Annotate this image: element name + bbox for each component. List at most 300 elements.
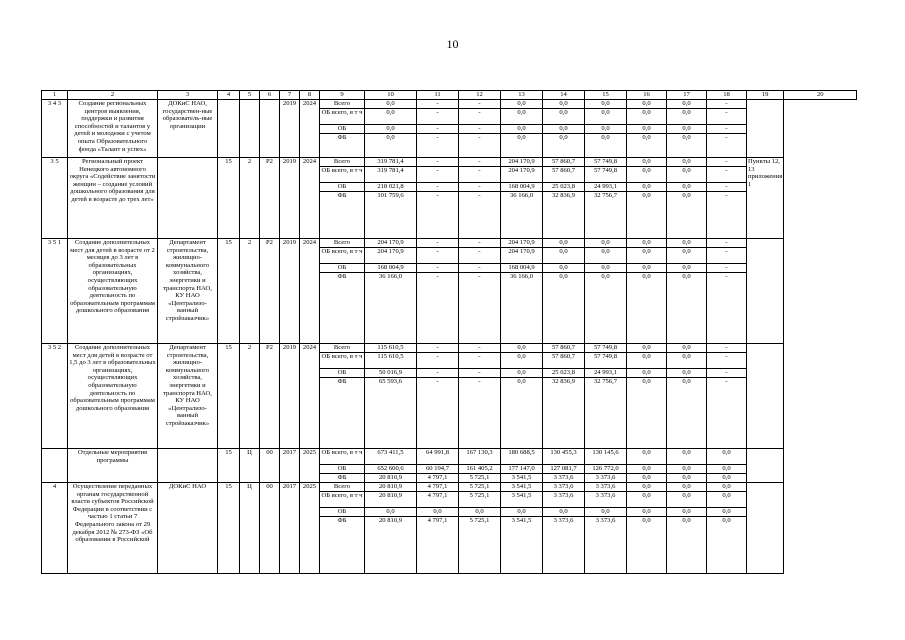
amount-cell: 25 023,8 bbox=[543, 369, 585, 378]
column-number: 19 bbox=[747, 91, 784, 100]
row-number: 3 4 3 bbox=[42, 100, 68, 158]
amount-cell: 32 836,9 bbox=[543, 192, 585, 239]
row-number: 3 5 1 bbox=[42, 239, 68, 344]
amount-cell: - bbox=[417, 248, 459, 264]
year-start: 2019 bbox=[280, 344, 300, 449]
amount-cell: 36 166,0 bbox=[501, 192, 543, 239]
amount-cell: 4 797,1 bbox=[417, 492, 459, 508]
amount-cell: 57 749,8 bbox=[585, 158, 627, 167]
amount-cell: 5 725,1 bbox=[459, 492, 501, 508]
amount-cell: 0,0 bbox=[667, 483, 707, 492]
amount-cell: 0,0 bbox=[627, 109, 667, 125]
column-number: 13 bbox=[501, 91, 543, 100]
amount-cell: 36 166,0 bbox=[501, 273, 543, 344]
amount-cell: 180 688,5 bbox=[501, 449, 543, 465]
amount-cell: 130 455,3 bbox=[543, 449, 585, 465]
amount-cell: 319 781,4 bbox=[365, 167, 417, 183]
funding-source: Всего bbox=[320, 483, 365, 492]
amount-cell: 204 170,9 bbox=[365, 239, 417, 248]
amount-cell: 0,0 bbox=[627, 353, 667, 369]
amount-cell: - bbox=[417, 167, 459, 183]
column-number: 1 bbox=[42, 91, 68, 100]
measure-name: Региональный проект Ненецкого автономного округа «Содействие занятости женщин – создание условий дошкольного образования для детей в возрасте до трех лет» bbox=[68, 158, 158, 239]
amount-cell: 0,0 bbox=[501, 369, 543, 378]
code-cell: Ц bbox=[240, 483, 260, 574]
amount-cell: 0,0 bbox=[667, 517, 707, 574]
amount-cell: - bbox=[417, 378, 459, 449]
funding-source: ОБ всего, в т ч bbox=[320, 248, 365, 264]
amount-cell: 161 405,2 bbox=[459, 465, 501, 474]
executor: Департамент строительства, жилищно-коммунального хозяйства, энергетики и транспорта НАО, КУ НАО «Централизо-ванный стройзаказчик» bbox=[158, 239, 218, 344]
amount-cell: - bbox=[459, 344, 501, 353]
table-row bbox=[42, 158, 857, 167]
amount-cell: 0,0 bbox=[667, 449, 707, 465]
code-cell: Ц bbox=[240, 449, 260, 483]
amount-cell: 50 016,9 bbox=[365, 369, 417, 378]
amount-cell: 0,0 bbox=[543, 508, 585, 517]
amount-cell: 319 781,4 bbox=[365, 158, 417, 167]
amount-cell: 0,0 bbox=[627, 183, 667, 192]
funding-source: Всего bbox=[320, 158, 365, 167]
row-number: 3 5 bbox=[42, 158, 68, 239]
code-cell bbox=[218, 100, 240, 158]
amount-cell: 0,0 bbox=[501, 378, 543, 449]
amount-cell: 204 170,9 bbox=[501, 248, 543, 264]
code-cell bbox=[240, 100, 260, 158]
amount-cell: 0,0 bbox=[707, 492, 747, 508]
amount-cell: 5 725,1 bbox=[459, 483, 501, 492]
code-cell: 2 bbox=[240, 239, 260, 344]
amount-cell: 3 373,6 bbox=[585, 517, 627, 574]
amount-cell: - bbox=[707, 239, 747, 248]
row-number: 3 5 2 bbox=[42, 344, 68, 449]
amount-cell: - bbox=[707, 378, 747, 449]
column-number-row bbox=[42, 91, 857, 100]
amount-cell: 3 541,5 bbox=[501, 474, 543, 483]
amount-cell: 0,0 bbox=[667, 492, 707, 508]
year-end: 2024 bbox=[300, 100, 320, 158]
amount-cell: 0,0 bbox=[627, 474, 667, 483]
amount-cell: 36 166,0 bbox=[365, 273, 417, 344]
amount-cell: 0,0 bbox=[667, 109, 707, 125]
funding-source: Всего bbox=[320, 100, 365, 109]
column-number: 16 bbox=[627, 91, 667, 100]
amount-cell: 4 797,1 bbox=[417, 474, 459, 483]
amount-cell: 0,0 bbox=[543, 264, 585, 273]
year-start: 2019 bbox=[280, 100, 300, 158]
amount-cell: 57 860,7 bbox=[543, 158, 585, 167]
funding-source: ОБ всего, в т ч bbox=[320, 109, 365, 125]
funding-source: ОБ всего, в т ч bbox=[320, 167, 365, 183]
amount-cell: - bbox=[459, 109, 501, 125]
funding-source: ФБ bbox=[320, 517, 365, 574]
amount-cell: 101 759,6 bbox=[365, 192, 417, 239]
amount-cell: 57 860,7 bbox=[543, 353, 585, 369]
amount-cell: 0,0 bbox=[707, 474, 747, 483]
measure-name: Отдельные мероприятия программы bbox=[68, 449, 158, 483]
amount-cell: 0,0 bbox=[501, 109, 543, 125]
amount-cell: - bbox=[417, 239, 459, 248]
amount-cell: 0,0 bbox=[627, 125, 667, 134]
executor: Департамент строительства, жилищно-коммунального хозяйства, энергетики и транспорта НАО, КУ НАО «Централизо-ванный стройзаказчик» bbox=[158, 344, 218, 449]
executor bbox=[158, 449, 218, 483]
amount-cell: 0,0 bbox=[627, 192, 667, 239]
amount-cell: - bbox=[417, 109, 459, 125]
year-end: 2024 bbox=[300, 239, 320, 344]
column-number: 12 bbox=[459, 91, 501, 100]
funding-source: ФБ bbox=[320, 273, 365, 344]
measure-name: Создание дополнительных мест для детей в возрасте от 2 месяцев до 3 лет в образовательных организациях, осуществляющих образовательную деятельность по образовательным программам дошкольного образования bbox=[68, 239, 158, 344]
amount-cell: 57 749,8 bbox=[585, 167, 627, 183]
amount-cell: 204 170,9 bbox=[501, 158, 543, 167]
column-number: 5 bbox=[240, 91, 260, 100]
amount-cell: 0,0 bbox=[667, 192, 707, 239]
amount-cell: 168 004,9 bbox=[501, 183, 543, 192]
amount-cell: 0,0 bbox=[627, 239, 667, 248]
funding-source: ОБ bbox=[320, 508, 365, 517]
column-number: 20 bbox=[784, 91, 857, 100]
executor bbox=[158, 158, 218, 239]
code-cell: 00 bbox=[260, 483, 280, 574]
amount-cell: 0,0 bbox=[627, 248, 667, 264]
amount-cell: 0,0 bbox=[543, 248, 585, 264]
code-cell: 15 bbox=[218, 239, 240, 344]
amount-cell: 0,0 bbox=[627, 483, 667, 492]
amount-cell: - bbox=[707, 192, 747, 239]
year-end: 2025 bbox=[300, 483, 320, 574]
amount-cell: 0,0 bbox=[627, 100, 667, 109]
program-table bbox=[41, 90, 857, 574]
amount-cell: 20 810,9 bbox=[365, 483, 417, 492]
amount-cell: - bbox=[417, 192, 459, 239]
amount-cell: 0,0 bbox=[707, 517, 747, 574]
amount-cell: - bbox=[417, 158, 459, 167]
amount-cell: - bbox=[707, 158, 747, 167]
amount-cell: 0,0 bbox=[543, 125, 585, 134]
amount-cell: - bbox=[707, 369, 747, 378]
amount-cell: - bbox=[417, 273, 459, 344]
amount-cell: 0,0 bbox=[501, 100, 543, 109]
amount-cell: 0,0 bbox=[627, 167, 667, 183]
note-cell bbox=[747, 100, 784, 158]
row-number bbox=[42, 449, 68, 483]
amount-cell: 0,0 bbox=[667, 474, 707, 483]
amount-cell: 0,0 bbox=[667, 183, 707, 192]
amount-cell: 3 373,6 bbox=[543, 492, 585, 508]
amount-cell: 167 130,3 bbox=[459, 449, 501, 465]
amount-cell: 0,0 bbox=[365, 508, 417, 517]
amount-cell: - bbox=[459, 158, 501, 167]
column-number: 17 bbox=[667, 91, 707, 100]
amount-cell: - bbox=[417, 369, 459, 378]
amount-cell: 0,0 bbox=[667, 508, 707, 517]
amount-cell: - bbox=[459, 273, 501, 344]
code-cell: 15 bbox=[218, 483, 240, 574]
amount-cell: 0,0 bbox=[667, 369, 707, 378]
amount-cell: 0,0 bbox=[667, 264, 707, 273]
amount-cell: 0,0 bbox=[543, 239, 585, 248]
measure-name: Осуществление переданных органам государственной власти субъектов Российской Федерации в соответствии с частью 1 статьи 7 Федерального закона от 29 декабря 2012 № 273-ФЗ «Об образовании в Российской bbox=[68, 483, 158, 574]
amount-cell: 0,0 bbox=[627, 508, 667, 517]
table-row bbox=[42, 100, 857, 109]
amount-cell: 0,0 bbox=[417, 508, 459, 517]
amount-cell: 3 373,6 bbox=[585, 483, 627, 492]
amount-cell: 0,0 bbox=[501, 508, 543, 517]
column-number: 8 bbox=[300, 91, 320, 100]
amount-cell: 3 541,5 bbox=[501, 492, 543, 508]
amount-cell: 0,0 bbox=[585, 248, 627, 264]
code-cell: 15 bbox=[218, 344, 240, 449]
amount-cell: 25 023,8 bbox=[543, 183, 585, 192]
amount-cell: 652 600,6 bbox=[365, 465, 417, 474]
code-cell: Р2 bbox=[260, 344, 280, 449]
year-end: 2024 bbox=[300, 158, 320, 239]
amount-cell: 32 756,7 bbox=[585, 192, 627, 239]
funding-source: ОБ всего, в т ч bbox=[320, 492, 365, 508]
amount-cell: - bbox=[459, 264, 501, 273]
amount-cell: 0,0 bbox=[365, 134, 417, 158]
amount-cell: - bbox=[459, 134, 501, 158]
amount-cell: 64 991,8 bbox=[417, 449, 459, 465]
code-cell: 15 bbox=[218, 449, 240, 483]
amount-cell: 0,0 bbox=[585, 264, 627, 273]
table-row bbox=[42, 449, 857, 465]
amount-cell: 3 373,6 bbox=[585, 492, 627, 508]
table-row bbox=[42, 239, 857, 248]
amount-cell: - bbox=[459, 378, 501, 449]
amount-cell: - bbox=[417, 353, 459, 369]
amount-cell: 4 797,1 bbox=[417, 483, 459, 492]
page-number: 10 bbox=[446, 37, 459, 51]
amount-cell: 0,0 bbox=[543, 134, 585, 158]
amount-cell: 0,0 bbox=[667, 100, 707, 109]
amount-cell: 0,0 bbox=[667, 248, 707, 264]
amount-cell: 0,0 bbox=[667, 158, 707, 167]
amount-cell: 0,0 bbox=[707, 508, 747, 517]
amount-cell: 0,0 bbox=[543, 109, 585, 125]
amount-cell: - bbox=[459, 167, 501, 183]
amount-cell: 24 993,1 bbox=[585, 369, 627, 378]
amount-cell: 24 993,1 bbox=[585, 183, 627, 192]
funding-source: ОБ bbox=[320, 369, 365, 378]
note-cell bbox=[747, 483, 784, 574]
measure-name: Создание региональных центров выявления, поддержки и развития способностей и талантов у детей и молодежи с учетом опыта Образовательного фонда «Талант и успех» bbox=[68, 100, 158, 158]
amount-cell: 3 541,5 bbox=[501, 517, 543, 574]
note-cell: Пункты 12, 13 приложения 1 bbox=[747, 158, 784, 239]
amount-cell: 0,0 bbox=[707, 449, 747, 465]
amount-cell: 0,0 bbox=[627, 449, 667, 465]
amount-cell: 0,0 bbox=[627, 465, 667, 474]
funding-source: ОБ всего, в т ч bbox=[320, 353, 365, 369]
amount-cell: - bbox=[417, 344, 459, 353]
amount-cell: - bbox=[707, 109, 747, 125]
row-number: 4 bbox=[42, 483, 68, 574]
amount-cell: 177 147,0 bbox=[501, 465, 543, 474]
amount-cell: 0,0 bbox=[667, 167, 707, 183]
amount-cell: 0,0 bbox=[459, 508, 501, 517]
amount-cell: 168 004,9 bbox=[365, 264, 417, 273]
amount-cell: 0,0 bbox=[585, 239, 627, 248]
code-cell: Р2 bbox=[260, 239, 280, 344]
amount-cell: 32 756,7 bbox=[585, 378, 627, 449]
amount-cell: 65 593,6 bbox=[365, 378, 417, 449]
funding-source: Всего bbox=[320, 344, 365, 353]
amount-cell: 0,0 bbox=[585, 273, 627, 344]
amount-cell: 3 373,6 bbox=[543, 517, 585, 574]
amount-cell: 57 860,7 bbox=[543, 344, 585, 353]
column-number: 14 bbox=[543, 91, 585, 100]
amount-cell: - bbox=[707, 353, 747, 369]
year-start: 2019 bbox=[280, 158, 300, 239]
year-start: 2017 bbox=[280, 449, 300, 483]
amount-cell: 218 021,8 bbox=[365, 183, 417, 192]
amount-cell: 0,0 bbox=[627, 158, 667, 167]
funding-source: ОБ bbox=[320, 264, 365, 273]
amount-cell: 204 170,9 bbox=[501, 167, 543, 183]
amount-cell: - bbox=[707, 273, 747, 344]
amount-cell: 204 170,9 bbox=[365, 248, 417, 264]
funding-source: ОБ всего, в т ч bbox=[320, 449, 365, 465]
amount-cell: - bbox=[459, 192, 501, 239]
amount-cell: 0,0 bbox=[543, 273, 585, 344]
amount-cell: 4 797,1 bbox=[417, 517, 459, 574]
executor: ДОКиС НАО bbox=[158, 483, 218, 574]
amount-cell: - bbox=[459, 353, 501, 369]
measure-name: Создание дополнительных мест для детей в возрасте от 1,5 до 3 лет в образовательных организациях, осуществляющих образовательную деятельность по образовательным программам дошкольного образования bbox=[68, 344, 158, 449]
year-start: 2019 bbox=[280, 239, 300, 344]
amount-cell: 0,0 bbox=[501, 134, 543, 158]
amount-cell: - bbox=[417, 183, 459, 192]
amount-cell: - bbox=[459, 239, 501, 248]
amount-cell: 0,0 bbox=[627, 378, 667, 449]
code-cell bbox=[260, 100, 280, 158]
amount-cell: 5 725,1 bbox=[459, 474, 501, 483]
amount-cell: 204 170,9 bbox=[501, 239, 543, 248]
amount-cell: 0,0 bbox=[667, 134, 707, 158]
amount-cell: 115 610,5 bbox=[365, 353, 417, 369]
amount-cell: - bbox=[459, 369, 501, 378]
amount-cell: - bbox=[707, 183, 747, 192]
amount-cell: 3 373,6 bbox=[543, 483, 585, 492]
funding-source: ФБ bbox=[320, 474, 365, 483]
column-number: 10 bbox=[365, 91, 417, 100]
amount-cell: - bbox=[707, 344, 747, 353]
amount-cell: 57 860,7 bbox=[543, 167, 585, 183]
amount-cell: 0,0 bbox=[365, 125, 417, 134]
funding-source: ФБ bbox=[320, 192, 365, 239]
amount-cell: 130 145,6 bbox=[585, 449, 627, 465]
amount-cell: 0,0 bbox=[585, 125, 627, 134]
amount-cell: 0,0 bbox=[627, 369, 667, 378]
amount-cell: 0,0 bbox=[667, 273, 707, 344]
amount-cell: 0,0 bbox=[627, 492, 667, 508]
amount-cell: 5 725,1 bbox=[459, 517, 501, 574]
amount-cell: 0,0 bbox=[585, 134, 627, 158]
amount-cell: 0,0 bbox=[365, 109, 417, 125]
amount-cell: 3 541,5 bbox=[501, 483, 543, 492]
column-number: 6 bbox=[260, 91, 280, 100]
amount-cell: 0,0 bbox=[667, 239, 707, 248]
amount-cell: 115 610,5 bbox=[365, 344, 417, 353]
funding-source: ФБ bbox=[320, 378, 365, 449]
table-row bbox=[42, 344, 857, 353]
amount-cell: - bbox=[459, 125, 501, 134]
amount-cell: 3 373,6 bbox=[585, 474, 627, 483]
code-cell: 2 bbox=[240, 344, 260, 449]
column-number: 9 bbox=[320, 91, 365, 100]
code-cell: 00 bbox=[260, 449, 280, 483]
executor: ДОКиС НАО, государствен-ные образователь-ные организации bbox=[158, 100, 218, 158]
amount-cell: 0,0 bbox=[501, 125, 543, 134]
amount-cell: 32 836,9 bbox=[543, 378, 585, 449]
column-number: 3 bbox=[158, 91, 218, 100]
amount-cell: 0,0 bbox=[707, 483, 747, 492]
amount-cell: 127 081,7 bbox=[543, 465, 585, 474]
column-number: 4 bbox=[218, 91, 240, 100]
funding-source: ОБ bbox=[320, 183, 365, 192]
note-cell bbox=[747, 239, 784, 344]
column-number: 2 bbox=[68, 91, 158, 100]
year-end: 2024 bbox=[300, 344, 320, 449]
funding-source: ОБ bbox=[320, 465, 365, 474]
amount-cell: - bbox=[707, 134, 747, 158]
amount-cell: 3 373,6 bbox=[543, 474, 585, 483]
amount-cell: 0,0 bbox=[667, 353, 707, 369]
column-number: 11 bbox=[417, 91, 459, 100]
column-number: 15 bbox=[585, 91, 627, 100]
amount-cell: 0,0 bbox=[585, 508, 627, 517]
amount-cell: 0,0 bbox=[501, 344, 543, 353]
column-number: 18 bbox=[707, 91, 747, 100]
amount-cell: - bbox=[707, 167, 747, 183]
amount-cell: 0,0 bbox=[667, 465, 707, 474]
note-cell bbox=[747, 344, 784, 449]
amount-cell: 20 810,9 bbox=[365, 517, 417, 574]
year-start: 2017 bbox=[280, 483, 300, 574]
amount-cell: - bbox=[417, 125, 459, 134]
amount-cell: 0,0 bbox=[667, 125, 707, 134]
amount-cell: 0,0 bbox=[667, 378, 707, 449]
funding-source: ФБ bbox=[320, 134, 365, 158]
amount-cell: 0,0 bbox=[585, 100, 627, 109]
amount-cell: - bbox=[459, 248, 501, 264]
year-end: 2025 bbox=[300, 449, 320, 483]
amount-cell: - bbox=[707, 125, 747, 134]
amount-cell: 0,0 bbox=[627, 517, 667, 574]
amount-cell: 126 772,0 bbox=[585, 465, 627, 474]
amount-cell: 0,0 bbox=[365, 100, 417, 109]
amount-cell: - bbox=[707, 248, 747, 264]
code-cell: 2 bbox=[240, 158, 260, 239]
amount-cell: 0,0 bbox=[627, 134, 667, 158]
code-cell: Р2 bbox=[260, 158, 280, 239]
table-row bbox=[42, 483, 857, 492]
amount-cell: 57 749,8 bbox=[585, 344, 627, 353]
amount-cell: - bbox=[707, 264, 747, 273]
amount-cell: 0,0 bbox=[667, 344, 707, 353]
amount-cell: 168 004,9 bbox=[501, 264, 543, 273]
amount-cell: - bbox=[417, 134, 459, 158]
amount-cell: 0,0 bbox=[585, 109, 627, 125]
funding-source: ОБ bbox=[320, 125, 365, 134]
note-cell bbox=[747, 449, 784, 483]
amount-cell: 20 810,9 bbox=[365, 492, 417, 508]
amount-cell: 673 411,5 bbox=[365, 449, 417, 465]
amount-cell: 60 194,7 bbox=[417, 465, 459, 474]
amount-cell: - bbox=[459, 183, 501, 192]
amount-cell: 0,0 bbox=[707, 465, 747, 474]
amount-cell: 57 749,8 bbox=[585, 353, 627, 369]
